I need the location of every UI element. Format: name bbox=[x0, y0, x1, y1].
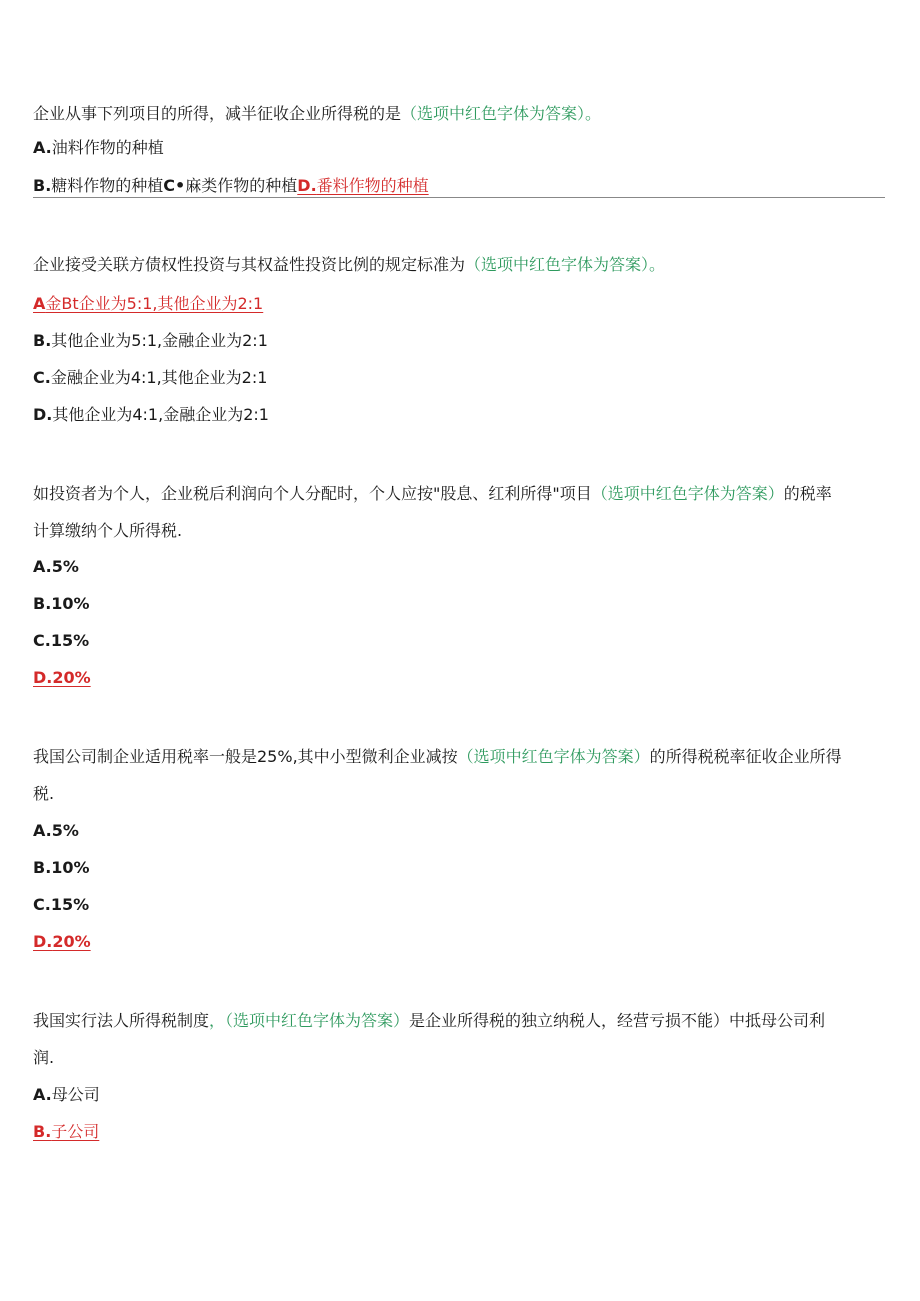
q4-option-c bbox=[33, 895, 89, 915]
q4-stem-line2-text: 税. bbox=[33, 784, 55, 803]
q4-stem-text: 我国公司制企业适用税率一般是25%,其中小型微利企业减按 bbox=[33, 747, 458, 766]
q2-stem-text: 企业接受关联方债权性投资与其权益性投资比例的规定标准为 bbox=[33, 255, 466, 274]
q5-option-b-answer bbox=[33, 1122, 99, 1142]
q2-option-b bbox=[33, 331, 268, 351]
q4-option-d-answer bbox=[33, 932, 91, 952]
q4-option-a bbox=[33, 821, 79, 841]
q3-stem-tail: 的税率 bbox=[783, 484, 832, 503]
q4-option-a-text: A.5% bbox=[33, 821, 79, 840]
divider bbox=[33, 197, 885, 198]
q3-option-c bbox=[33, 631, 89, 651]
q3-option-b-text: B.10% bbox=[33, 594, 90, 613]
q1-option-d-answer: D.番料作物的种植 bbox=[297, 176, 429, 195]
q5-stem bbox=[33, 1011, 825, 1031]
q3-option-a-text: A.5% bbox=[33, 557, 79, 576]
q2-option-b-text: B.其他企业为5:1,金融企业为2:1 bbox=[33, 331, 268, 350]
q2-option-a-text: A金Bt企业为5:1,其他企业为2:1 bbox=[33, 294, 264, 313]
q4-hint: （选项中红色字体为答案） bbox=[457, 747, 650, 766]
q4-option-c-text: C.15% bbox=[33, 895, 90, 914]
q4-option-d-text: D.20% bbox=[33, 932, 91, 951]
q3-stem-text: 如投资者为个人，企业税后利润向个人分配时，个人应按"股息、红利所得"项目 bbox=[33, 484, 592, 503]
q1-option-b: B.糖料作物的种植 bbox=[33, 176, 164, 195]
q2-option-d-text: D.其他企业为4:1,金融企业为2:1 bbox=[33, 405, 269, 424]
q5-hint: ，（选项中红色字体为答案） bbox=[209, 1011, 410, 1030]
q4-stem-tail: 的所得税税率征收企业所得 bbox=[649, 747, 842, 766]
q5-stem-tail: 是企业所得税的独立纳税人，经营亏损不能）中抵母公司利 bbox=[409, 1011, 826, 1030]
q5-stem-text: 我国实行法人所得税制度 bbox=[33, 1011, 210, 1030]
q3-stem-line2 bbox=[33, 521, 182, 541]
q1-option-row bbox=[33, 176, 429, 196]
q3-option-d-text: D.20% bbox=[33, 668, 91, 687]
q1-option-a-text: A.油料作物的种植 bbox=[33, 138, 164, 157]
q2-hint: （选项中红色字体为答案）。 bbox=[465, 255, 666, 274]
q4-option-b-text: B.10% bbox=[33, 858, 90, 877]
q2-option-d bbox=[33, 405, 269, 425]
q2-option-c bbox=[33, 368, 267, 388]
q4-stem bbox=[33, 747, 842, 767]
q5-option-a bbox=[33, 1085, 100, 1105]
q3-option-d-answer bbox=[33, 668, 91, 688]
q3-option-a bbox=[33, 557, 79, 577]
q1-stem-text: 企业从事下列项目的所得，减半征收企业所得税的是 bbox=[33, 104, 402, 123]
q5-option-a-text: A.母公司 bbox=[33, 1085, 100, 1104]
q1-stem bbox=[33, 104, 601, 124]
q3-hint: （选项中红色字体为答案） bbox=[591, 484, 784, 503]
q1-option-a bbox=[33, 138, 164, 158]
q2-option-a-answer bbox=[33, 294, 263, 314]
q2-stem bbox=[33, 255, 665, 275]
q2-option-c-text: C.金融企业为4:1,其他企业为2:1 bbox=[33, 368, 268, 387]
q3-option-c-text: C.15% bbox=[33, 631, 90, 650]
q1-hint: （选项中红色字体为答案）。 bbox=[401, 104, 602, 123]
q4-option-b bbox=[33, 858, 90, 878]
q1-option-c: C•麻类作物的种植 bbox=[163, 176, 298, 195]
q3-option-b bbox=[33, 594, 90, 614]
q4-stem-line2 bbox=[33, 784, 54, 804]
q5-option-b-text: B.子公司 bbox=[33, 1122, 100, 1141]
q3-stem bbox=[33, 484, 832, 504]
q5-stem-line2 bbox=[33, 1048, 54, 1068]
q5-stem-line2-text: 润. bbox=[33, 1048, 55, 1067]
q3-stem-line2-text: 计算缴纳个人所得税. bbox=[33, 521, 183, 540]
